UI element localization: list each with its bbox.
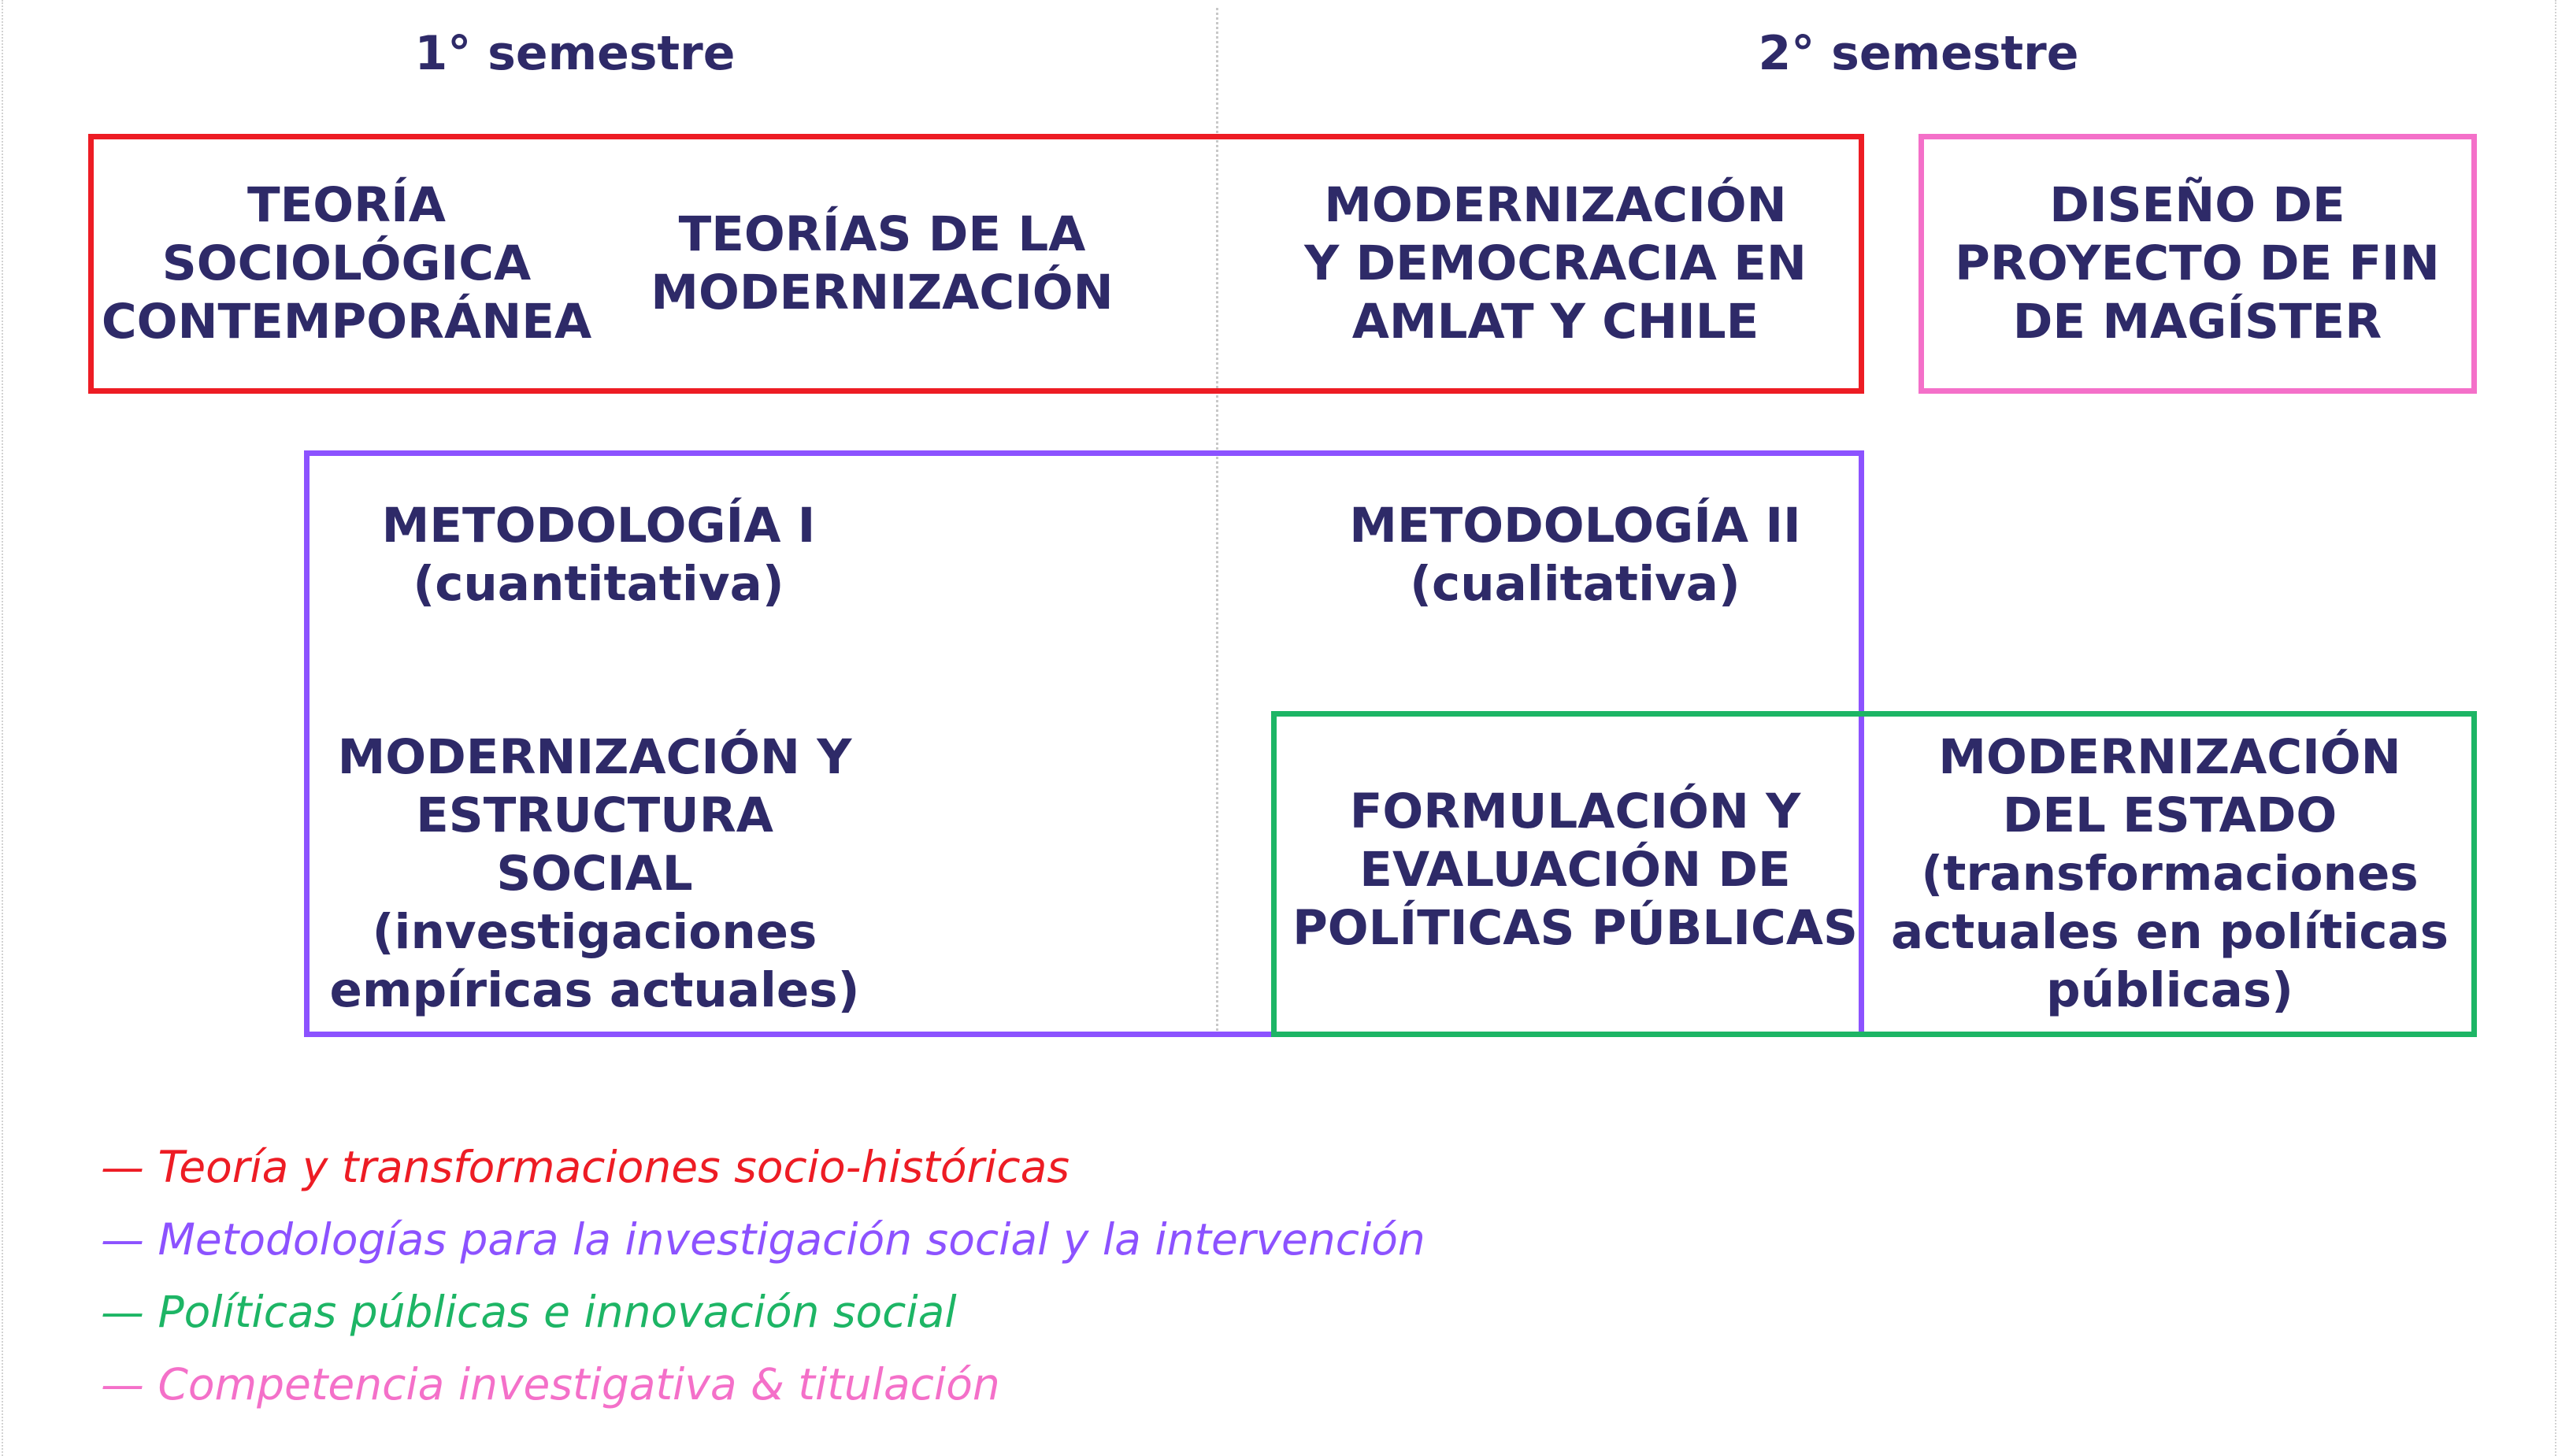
course-formulacion-politicas: FORMULACIÓN Y EVALUACIÓN DE POLÍTICAS PÚBLICAS	[1292, 784, 1858, 956]
course-diseno-proyecto: DISEÑO DE PROYECTO DE FIN DE MAGÍSTER	[1955, 177, 2440, 350]
course-metodologia-1: METODOLOGÍA I (cuantitativa)	[381, 498, 816, 612]
legend-methodology: — Metodologías para la investigación social y la intervención	[101, 1214, 1425, 1265]
course-teoria-sociologica: TEORÍA SOCIOLÓGICA CONTEMPORÁNEA	[101, 177, 592, 350]
legend-policy: — Políticas públicas e innovación social	[101, 1287, 957, 1337]
course-modernizacion-estado: MODERNIZACIÓN DEL ESTADO (transformaciones actuales en políticas públicas)	[1890, 729, 2449, 1018]
course-modernizacion-democracia: MODERNIZACIÓN Y DEMOCRACIA EN AMLAT Y CHILE	[1304, 177, 1807, 350]
semester-1-heading: 1° semestre	[414, 26, 736, 81]
course-teorias-modernizacion: TEORÍAS DE LA MODERNIZACIÓN	[651, 206, 1114, 320]
course-modernizacion-estructura: MODERNIZACIÓN Y ESTRUCTURA SOCIAL (investigaciones empíricas actuales)	[329, 729, 860, 1018]
semester-2-heading: 2° semestre	[1758, 26, 2079, 81]
page-edge-left	[2, 0, 3, 1456]
legend-competence: — Competencia investigativa & titulación	[101, 1359, 1000, 1410]
legend-theory: — Teoría y transformaciones socio-históricas	[101, 1142, 1070, 1192]
course-metodologia-2: METODOLOGÍA II (cualitativa)	[1349, 498, 1801, 612]
page-edge-right	[2555, 0, 2556, 1456]
